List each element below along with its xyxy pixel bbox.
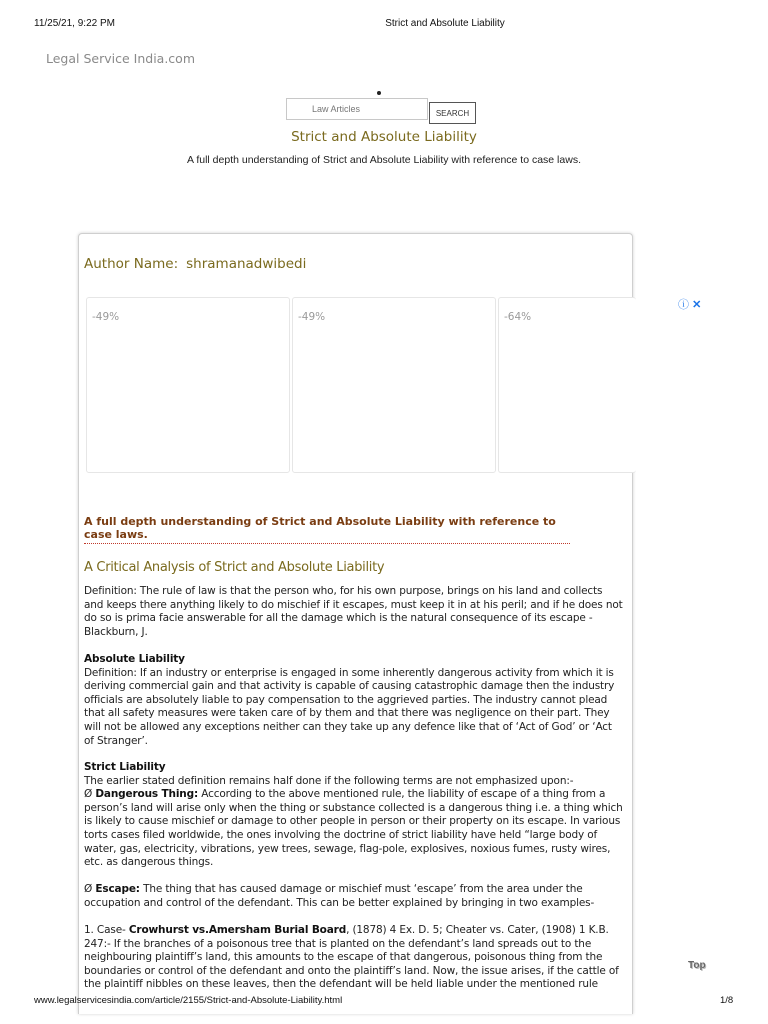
case-prefix: 1. Case-	[84, 924, 126, 936]
page-subtitle: A full depth understanding of Strict and Absolute Liability with reference to case laws.	[187, 154, 581, 166]
article-lead: A full depth understanding of Strict and Absolute Liability with reference to case laws.	[84, 515, 570, 544]
absolute-liability-text: Definition: If an industry or enterprise is engaged in some inherently dangerous activity from which it is deriving commercial gain and that activity is capable of causing catastrophic damage then the industry officials are absolutely liable to pay compensation to the aggrieved parties. The industry cannot plead that all safety measures were taken care of by them and that there was negligence on their part. They will not be allowed any exceptions neither can they take up any defence like that of ‘Act of God’ or ‘Act of Stranger’.	[84, 666, 615, 747]
search-button[interactable]: SEARCH	[429, 102, 476, 124]
dangerous-thing-label: Dangerous Thing:	[95, 788, 199, 801]
ad-discount: -49%	[92, 311, 120, 323]
case-name: Crowhurst vs.Amersham Burial Board	[128, 924, 347, 936]
ad-tile[interactable]	[498, 297, 636, 473]
ad-tile[interactable]	[86, 297, 290, 473]
strict-liability-intro: The earlier stated definition remains half done if the following terms are not emphasized upon:-	[84, 774, 574, 787]
case-paragraph	[84, 924, 624, 990]
print-page-number: 1/8	[720, 995, 734, 1006]
escape-text: The thing that has caused damage or mischief must ‘escape’ from the area under the occupation and control of the defendant. This can be better explained by bringing in two examples-	[84, 883, 595, 909]
dangerous-thing-text: According to the above mentioned rule, the liability of escape of a thing from a person’s land will arise only when the thing or substance collected is a dangerous thing i.e. a thing which is likely to cause mischief or damage to other people in person or their property on its escape. In various torts cases filed worldwide, the ones involving the doctrine of strict liability have held “large body of water, gas, electricity, vibrations, yew trees, sewage, flag-pole, explosives, noxious fumes, rusty wires, etc. as dangerous things.	[84, 788, 623, 869]
author-label: Author Name:	[84, 256, 179, 272]
ad-info-icon[interactable]: ⓘ	[678, 299, 689, 311]
ad-tile[interactable]	[292, 297, 496, 473]
escape-paragraph	[84, 883, 624, 910]
ad-discount: -64%	[504, 311, 532, 323]
escape-label: Escape:	[95, 883, 140, 895]
ad-close-icon[interactable]: ✕	[692, 299, 702, 311]
site-logo-link[interactable]: Legal Service India.com	[46, 51, 195, 66]
bullet-symbol: Ø	[84, 788, 93, 801]
ad-controls	[678, 296, 701, 312]
definition-paragraph: Definition: The rule of law is that the person who, for his own purpose, brings on his land and collects and keeps there anything likely to do mischief if it escapes, must keep it in at his peril; and if he does not do so is prima facie answerable for all the damage which is the natural consequence of its escape - Blackburn, J.	[84, 585, 623, 638]
strict-liability-section	[84, 761, 624, 870]
ad-discount: -49%	[298, 311, 326, 323]
absolute-liability-heading: Absolute Liability	[84, 653, 185, 665]
author-line	[84, 256, 306, 272]
print-datetime: 11/25/21, 9:22 PM	[34, 18, 115, 29]
page-title: Strict and Absolute Liability	[291, 129, 477, 145]
back-to-top-link[interactable]: Top	[688, 960, 706, 971]
article-heading: A Critical Analysis of Strict and Absolute Liability	[84, 560, 385, 575]
case-text: , (1878) 4 Ex. D. 5; Cheater vs. Cater, (1908) 1 K.B. 247:- If the branches of a poisonous tree that is planted on the defendant’s land spreads out to the neighbouring plaintiff’s land, this amounts to the escape of that dangerous, poisonous thing from the boundaries or control of the defendant and onto the plaintiff’s land. Now, the issue arises, if the cattle of the plaintiff nibbles on these leaves, then the defendant will be held liable under the mentioned rule	[84, 924, 619, 990]
strict-liability-heading: Strict Liability	[84, 761, 166, 773]
print-doc-title: Strict and Absolute Liability	[385, 18, 505, 29]
bullet-symbol: Ø	[84, 883, 93, 895]
bullet-dot	[377, 91, 381, 95]
print-footer-url: www.legalservicesindia.com/article/2155/Strict-and-Absolute-Liability.html	[34, 995, 343, 1006]
absolute-liability-section	[84, 653, 624, 748]
author-name[interactable]: shramanadwibedi	[186, 256, 307, 272]
search-input[interactable]: Law Articles	[286, 98, 428, 120]
